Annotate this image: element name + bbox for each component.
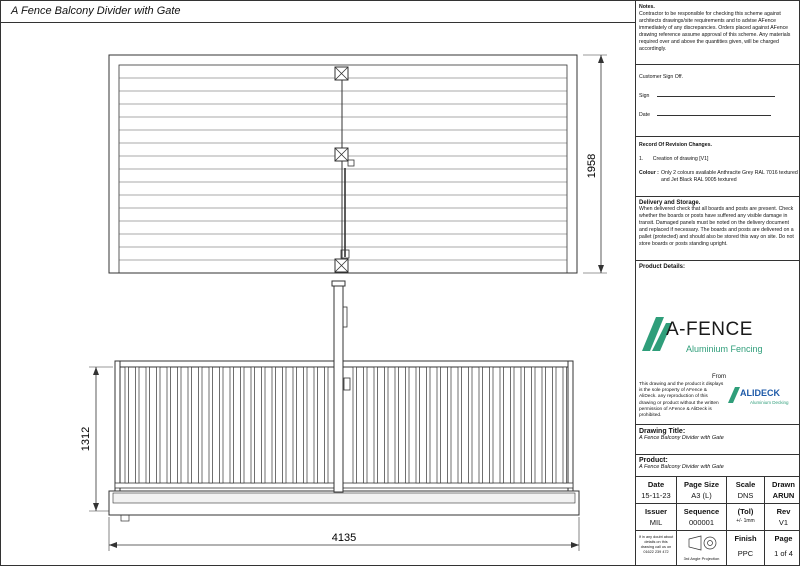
customer-signoff	[636, 65, 800, 137]
sequence-header: Sequence	[683, 507, 720, 516]
picket	[427, 367, 431, 483]
revision-heading: Record Of Revision Changes.	[639, 142, 712, 148]
picket	[230, 367, 234, 483]
picket	[167, 367, 171, 483]
picket	[293, 367, 297, 483]
picket	[553, 367, 557, 483]
date-header: Date	[647, 480, 665, 489]
picket	[157, 367, 161, 483]
sign-line	[657, 96, 775, 97]
picket	[479, 367, 483, 483]
drawing-title-value: A Fence Balcony Divider with Gate	[639, 435, 724, 441]
picket	[199, 367, 203, 483]
product-label: Product:	[639, 457, 668, 464]
issuer-value: MIL	[649, 518, 663, 527]
afence-tagline: Aluminium Fencing	[686, 344, 763, 354]
tolerance-header: (Tol)	[737, 507, 754, 516]
picket	[220, 367, 224, 483]
rev-cell	[765, 504, 800, 531]
scale-header: Scale	[735, 480, 756, 489]
signoff-heading: Customer Sign Off.	[639, 74, 684, 80]
notes-section	[636, 1, 800, 65]
page-header: Page	[774, 534, 793, 543]
picket	[283, 367, 287, 483]
delivery-heading: Delivery and Storage.	[639, 200, 701, 206]
picket	[532, 367, 536, 483]
rev-value: V1	[778, 518, 789, 527]
alideck-wordmark: ALIDECK	[740, 388, 780, 398]
finish-value: PPC	[737, 549, 754, 558]
picket	[385, 367, 389, 483]
picket	[209, 367, 213, 483]
finish-cell	[727, 531, 765, 566]
picket	[125, 367, 129, 483]
picket	[448, 367, 452, 483]
date-line	[657, 115, 771, 116]
title-strip	[1, 1, 635, 23]
date-cell	[636, 477, 677, 504]
plan-view	[109, 55, 607, 273]
contact-text: If in any doubt about details on this drawing call us on 01622 239 472	[638, 535, 674, 555]
scale-value: DNS	[737, 491, 754, 500]
picket	[563, 367, 567, 483]
finish-header: Finish	[734, 534, 757, 543]
revision-text: Creation of drawing [V1]	[652, 156, 709, 163]
date-value: 15-11-23	[641, 491, 671, 500]
issuer-header: Issuer	[644, 507, 668, 516]
picket	[490, 367, 494, 483]
picket	[146, 367, 150, 483]
drawing-title-label: Drawing Title:	[639, 428, 686, 435]
picket	[469, 367, 473, 483]
projection-cell	[677, 531, 727, 566]
picket	[542, 367, 546, 483]
tolerance-cell	[727, 504, 765, 531]
picket	[353, 367, 357, 483]
product-details-section	[636, 261, 800, 425]
from-label: From	[712, 374, 726, 380]
picket	[178, 367, 182, 483]
rev-header: Rev	[776, 507, 791, 516]
projection-symbol-icon	[687, 535, 717, 551]
drawn-header: Drawn	[772, 480, 795, 489]
title-block	[635, 1, 800, 566]
drawing-title-section	[636, 425, 800, 455]
picket	[241, 367, 245, 483]
revision-section	[636, 137, 800, 197]
drawn-cell	[765, 477, 800, 504]
picket	[458, 367, 462, 483]
dimension-side-height: 1312	[80, 426, 92, 452]
picket	[511, 367, 515, 483]
sequence-cell	[677, 504, 727, 531]
drawn-value: ARUN	[772, 491, 795, 500]
alideck-tagline: Aluminium Decking	[750, 400, 789, 405]
picket	[437, 367, 441, 483]
product-details-heading: Product Details:	[639, 264, 686, 270]
afence-wordmark: A-FENCE	[666, 319, 753, 340]
page-size-header: Page Size	[683, 480, 720, 489]
sign-field[interactable]	[639, 93, 799, 100]
picket	[364, 367, 368, 483]
notes-text: Contractor to be responsible for checking this scheme against architects drawings/site requirements and to advise AFence immediately of any discrepancies. Orders placed against AFence drawing reference assume approval of this scheme. Any materials required over and above the quantities given, will be charged accordingly.	[639, 11, 791, 53]
issuer-cell	[636, 504, 677, 531]
copyright-text: This drawing and the product it displays is the sole property of AFence & AliDeck. any reproduction of this drawing or product without the written permission of AFence & AliDeck is prohibited.	[639, 382, 724, 419]
elevation-drawing	[1, 23, 635, 566]
colour-text: Only 2 colours available Anthracite Grey RAL 7016 textured and Jet Black RAL 9005 textured	[661, 170, 798, 184]
page-size-value: A3 (L)	[691, 491, 712, 500]
sequence-value: 000001	[688, 518, 715, 527]
delivery-text: When delivered check that all boards and posts are present. Check whether the boards or posts have suffered any visible damage in transit. Damaged panels must be noted on the delivery document and replaced if necessary. The boards and posts are delivered on a pallet (protected) and should also be stored this way on site. Do not store boards or posts standing upright.	[639, 206, 794, 248]
afence-logo	[642, 317, 798, 361]
date-label: Date	[639, 112, 650, 119]
picket	[416, 367, 420, 483]
alideck-logo	[728, 385, 800, 411]
picket	[374, 367, 378, 483]
notes-heading: Notes.	[639, 4, 655, 10]
dimension-top-height: 1958	[586, 153, 598, 179]
colour-label: Colour :	[639, 170, 659, 177]
picket	[251, 367, 255, 483]
tolerance-value: +/- 1mm	[736, 518, 755, 524]
picket	[188, 367, 192, 483]
picket	[406, 367, 410, 483]
picket	[314, 367, 318, 483]
dimension-width: 4135	[331, 532, 357, 544]
picket	[304, 367, 308, 483]
picket	[325, 367, 329, 483]
sign-label: Sign	[639, 93, 650, 100]
page-size-cell	[677, 477, 727, 504]
product-value: A Fence Balcony Divider with Gate	[639, 464, 724, 470]
page-cell	[765, 531, 800, 566]
page-value: 1 of 4	[774, 549, 793, 558]
picket	[272, 367, 276, 483]
picket	[500, 367, 504, 483]
technical-drawing-area	[1, 23, 635, 566]
product-section	[636, 455, 800, 477]
front-elevation	[89, 281, 579, 551]
revision-number: 1.	[639, 156, 644, 163]
picket	[521, 367, 525, 483]
projection-text: 3rd Angle Projection	[683, 556, 720, 561]
picket	[395, 367, 399, 483]
info-grid	[636, 477, 800, 566]
contact-cell	[636, 531, 677, 566]
picket	[136, 367, 140, 483]
date-field[interactable]	[639, 112, 799, 119]
picket	[262, 367, 266, 483]
scale-cell	[727, 477, 765, 504]
drawing-title-header: A Fence Balcony Divider with Gate	[11, 5, 181, 17]
delivery-section	[636, 197, 800, 261]
